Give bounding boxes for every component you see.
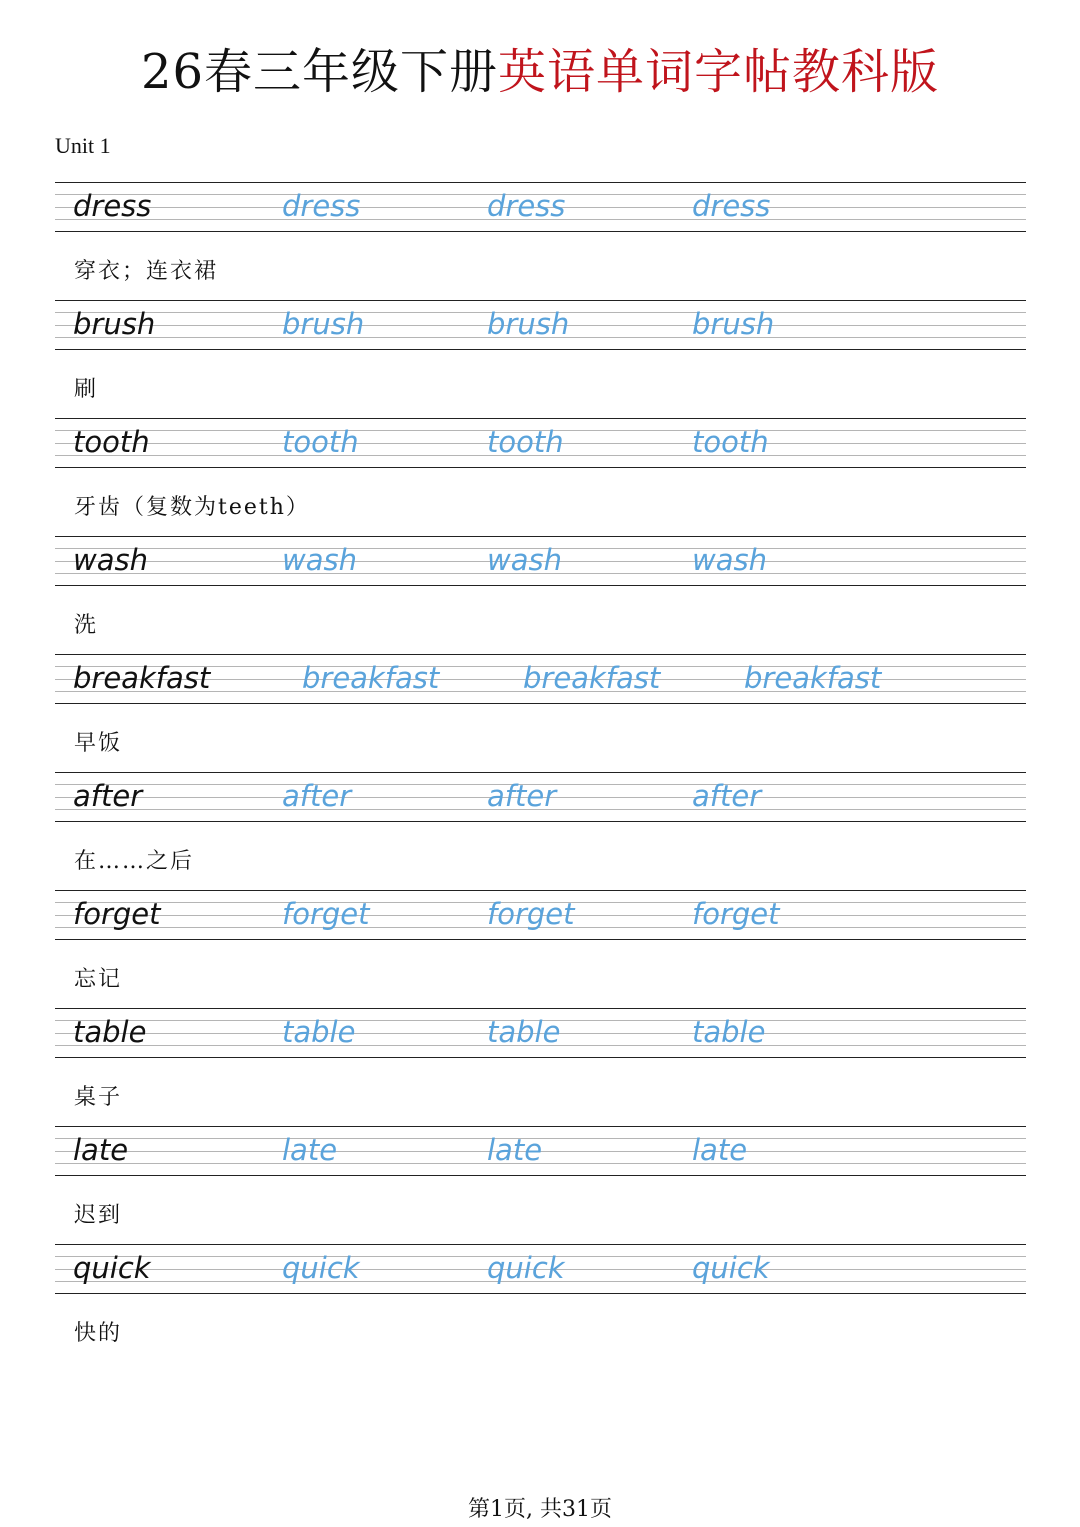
vocab-entry <box>55 654 1026 772</box>
vocab-word: breakfast <box>73 661 211 695</box>
title-black-part: 26春三年级下册 <box>140 44 499 100</box>
vocab-word: table <box>73 1015 147 1049</box>
vocab-meaning: 桌子 <box>74 1085 123 1110</box>
ruled-line <box>55 349 1026 350</box>
writing-lines <box>55 772 1026 822</box>
vocab-entry <box>55 890 1026 1008</box>
vocab-meaning: 洗 <box>74 613 99 638</box>
vocab-meaning: 早饭 <box>74 731 123 756</box>
ruled-line <box>55 1244 1026 1245</box>
writing-lines <box>55 300 1026 350</box>
writing-lines <box>55 890 1026 940</box>
trace-word: quick <box>282 1251 360 1285</box>
vocab-entry <box>55 772 1026 890</box>
writing-lines <box>55 536 1026 586</box>
trace-word: table <box>692 1015 766 1049</box>
trace-word: quick <box>692 1251 770 1285</box>
trace-word: wash <box>487 543 562 577</box>
trace-word: dress <box>487 189 566 223</box>
writing-lines <box>55 418 1026 468</box>
writing-lines <box>55 182 1026 232</box>
ruled-line <box>55 890 1026 891</box>
vocab-meaning: 穿衣；连衣裙 <box>74 259 219 284</box>
vocab-word: brush <box>73 307 156 341</box>
ruled-line <box>55 1057 1026 1058</box>
ruled-line <box>55 939 1026 940</box>
vocab-word: after <box>73 779 143 813</box>
vocab-meaning: 快的 <box>74 1321 123 1346</box>
page-title <box>0 42 1080 102</box>
trace-word: forget <box>692 897 780 931</box>
ruled-line <box>55 536 1026 537</box>
trace-word: quick <box>487 1251 565 1285</box>
ruled-line <box>55 231 1026 232</box>
trace-word: table <box>282 1015 356 1049</box>
trace-word: tooth <box>487 425 564 459</box>
unit-label: Unit 1 <box>55 133 111 158</box>
trace-word: tooth <box>282 425 359 459</box>
vocab-word: late <box>73 1133 129 1167</box>
ruled-line <box>55 1008 1026 1009</box>
vocab-entry <box>55 418 1026 536</box>
vocab-entry <box>55 300 1026 418</box>
vocab-meaning: 刷 <box>74 377 99 402</box>
ruled-line <box>55 467 1026 468</box>
title-red-part: 英语单词字帖教科版 <box>498 44 940 100</box>
page-footer: 第1页, 共31页 <box>468 1497 612 1522</box>
vocab-word: wash <box>73 543 148 577</box>
trace-word: tooth <box>692 425 769 459</box>
ruled-line <box>55 300 1026 301</box>
trace-word: forget <box>487 897 575 931</box>
trace-word: breakfast <box>302 661 440 695</box>
vocab-entry <box>55 536 1026 654</box>
vocab-word: tooth <box>73 425 150 459</box>
trace-word: after <box>282 779 352 813</box>
vocab-meaning: 牙齿（复数为teeth） <box>74 495 310 520</box>
ruled-line <box>55 1175 1026 1176</box>
vocab-meaning: 迟到 <box>74 1203 123 1228</box>
trace-word: after <box>487 779 557 813</box>
trace-word: breakfast <box>523 661 661 695</box>
ruled-line <box>55 654 1026 655</box>
trace-word: brush <box>692 307 775 341</box>
vocab-entry <box>55 1244 1026 1362</box>
writing-lines <box>55 654 1026 704</box>
ruled-line <box>55 772 1026 773</box>
ruled-line <box>55 182 1026 183</box>
vocab-entry <box>55 182 1026 300</box>
ruled-line <box>55 418 1026 419</box>
trace-word: dress <box>692 189 771 223</box>
writing-lines <box>55 1008 1026 1058</box>
writing-lines <box>55 1126 1026 1176</box>
vocab-entry <box>55 1126 1026 1244</box>
vocab-word: dress <box>73 189 152 223</box>
vocab-entry <box>55 1008 1026 1126</box>
trace-word: wash <box>692 543 767 577</box>
writing-lines <box>55 1244 1026 1294</box>
ruled-line <box>55 703 1026 704</box>
ruled-line <box>55 585 1026 586</box>
ruled-line <box>55 1126 1026 1127</box>
trace-word: late <box>282 1133 338 1167</box>
trace-word: brush <box>282 307 365 341</box>
trace-word: breakfast <box>744 661 882 695</box>
trace-word: late <box>487 1133 543 1167</box>
vocab-word: quick <box>73 1251 151 1285</box>
trace-word: forget <box>282 897 370 931</box>
trace-word: wash <box>282 543 357 577</box>
trace-word: late <box>692 1133 748 1167</box>
ruled-line <box>55 821 1026 822</box>
trace-word: brush <box>487 307 570 341</box>
vocab-meaning: 在……之后 <box>74 849 195 874</box>
vocab-meaning: 忘记 <box>74 967 123 992</box>
ruled-line <box>55 1293 1026 1294</box>
trace-word: table <box>487 1015 561 1049</box>
trace-word: after <box>692 779 762 813</box>
vocab-word: forget <box>73 897 161 931</box>
trace-word: dress <box>282 189 361 223</box>
